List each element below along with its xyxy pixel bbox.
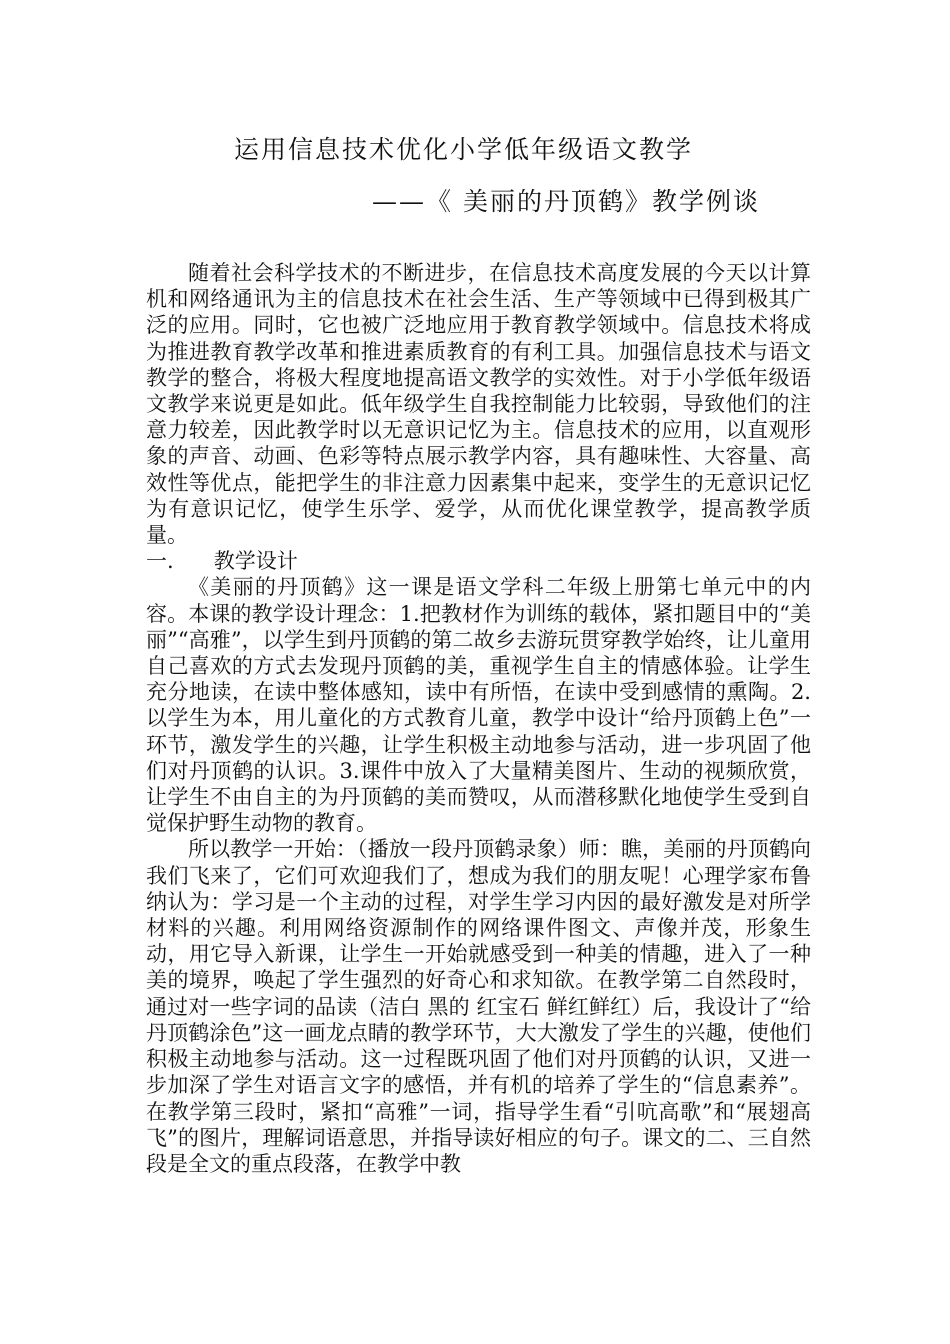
document-body [146,260,811,1177]
design-paragraph: 《美丽的丹顶鹤》这一课是语文学科二年级上册第七单元中的内容。本课的教学设计理念：1.把教材作为训练的载体，紧扣题目中的“美丽”“高雅”，以学生到丹顶鹤的第二故乡去游玩贯穿教学始终，让儿童用自己喜欢的方式去发现丹顶鹤的美，重视学生自主的情感体验。让学生充分地读，在读中整体感知，读中有所悟，在读中受到感情的熏陶。2.以学生为本，用儿童化的方式教育儿童，教学中设计“给丹顶鹤上色”一环节，激发学生的兴趣，让学生积极主动地参与活动，进一步巩固了他们对丹顶鹤的认识。3.课件中放入了大量精美图片、生动的视频欣赏，让学生不由自主的为丹顶鹤的美而赞叹，从而潜移默化地使学生受到自觉保护野生动物的教育。 [146,575,811,836]
section-heading: 一. 教学设计 [146,549,298,574]
intro-paragraph: 随着社会科学技术的不断进步，在信息技术高度发展的今天以计算机和网络通讯为主的信息技术在社会生活、生产等领域中已得到极其广泛的应用。同时，它也被广泛地应用于教育教学领域中。信息技术将成为推进教育教学改革和推进素质教育的有利工具。加强信息技术与语文教学的整合，将极大程度地提高语文教学的实效性。对于小学低年级语文教学来说更是如此。低年级学生自我控制能力比较弱，导致他们的注意力较差，因此教学时以无意识记忆为主。信息技术的应用，以直观形象的声音、动画、色彩等特点展示教学内容，具有趣味性、大容量、高效性等优点，能把学生的非注意力因素集中起来，变学生的无意识记忆为有意识记忆，使学生乐学、爱学，从而优化课堂教学，提高教学质量。 [146,261,811,548]
teaching-paragraph: 所以教学一开始：（播放一段丹顶鹤录象）师：瞧，美丽的丹顶鹤向我们飞来了，它们可欢迎我们了，想成为我们的朋友呢！心理学家布鲁纳认为：学习是一个主动的过程，对学生学习内因的最好激发是对所学材料的兴趣。利用网络资源制作的网络课件图文、声像并茂，形象生动，用它导入新课，让学生一开始就感受到一种美的情趣，进入了一种美的境界，唤起了学生强烈的好奇心和求知欲。在教学第二自然段时，通过对一些字词的品读（洁白 黑的 红宝石 鲜红鲜红）后，我设计了“给丹顶鹤涂色”这一画龙点睛的教学环节，大大激发了学生的兴趣，使他们积极主动地参与活动。这一过程既巩固了他们对丹顶鹤的认识，又进一步加深了学生对语言文字的感悟，并有机的培养了学生的“信息素养”。在教学第三段时，紧扣“高雅”一词，指导学生看“引吭高歌”和“展翅高飞”的图片，理解词语意思，并指导读好相应的句子。课文的二、三自然段是全文的重点段落，在教学中教 [146,837,811,1176]
document-title: 运用信息技术优化小学低年级语文教学 [234,135,694,164]
document-subtitle: ——《 美丽的丹顶鹤》教学例谈 [372,187,760,216]
